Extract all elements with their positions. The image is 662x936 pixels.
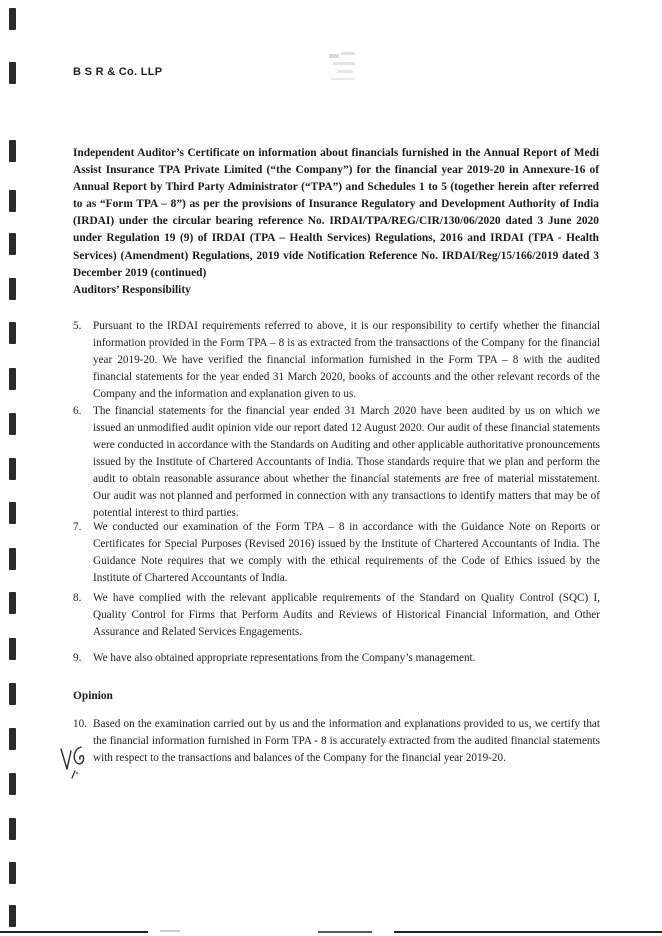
paragraph-8 [73,590,600,641]
paragraph-number: 6. [73,405,82,417]
paragraph-text: The financial statements for the financial year ended 31 March 2020 have been audited by us on which we issued an unmodified audit opinion vide our report dated 12 August 2020. Our audit of these financial statements were conducted in accordance with the Standards on Auditing and other applicable authoritative pronouncements issued by the Institute of Chartered Accountants of India. Those standards require that we plan and perform the audit to obtain reasonable assurance about whether the financial statements are free of material misstatement. Our audit was not planned and performed in connection with any transactions to identify matters that may be of potential interest to third parties. [93,405,600,519]
paragraph-10 [73,716,600,767]
certificate-title: Independent Auditor’s Certificate on information about financials furnished in the Annual Report of Medi Assist Insurance TPA Private Limited (“the Company”) for the financial year 2019-20 in Annexure-16 of Annual Report by Third Party Administrator (“TPA”) and Schedules 1 to 5 (together herein after referred to as “Form TPA – 8”) as per the provisions of Insurance Regulatory and Development Authority of India (IRDAI) under the circular bearing reference No. IRDAI/TPA/REG/CIR/130/06/2020 dated 3 June 2020 under Regulation 19 (9) of IRDAI (TPA – Health Services) Regulations, 2016 and IRDAI (TPA - Health Services) (Amendment) Regulations, 2019 vide Notification Reference No. IRDAI/Reg/15/166/2019 dated 3 December 2019 (continued) [73,147,599,279]
paragraph-number: 10. [73,718,87,730]
paragraph-number: 5. [73,320,82,332]
paragraph-text: Pursuant to the IRDAI requirements referred to above, it is our responsibility to certify whether the financial information provided in the Form TPA – 8 is as extracted from the transactions of the Company for the financial year 2019-20. We have verified the financial information furnished in the Form TPA – 8 with the audited financial statements for the year ended 31 March 2020, books of accounts and the other relevant records of the Company and the information and explanation given to us. [93,320,600,400]
paragraph-9 [73,650,600,667]
paragraph-text: Based on the examination carried out by us and the information and explanations provided to us, we certify that the financial information furnished in Form TPA - 8 is accurately extracted from the audited financial statements with respect to the transactions and balances of the Company for the financial year 2019-20. [93,718,600,764]
paragraph-text: We conducted our examination of the Form TPA – 8 in accordance with the Guidance Note on Reports or Certificates for Special Purposes (Revised 2016) issued by the Institute of Chartered Accountants of India. The Guidance Note requires that we comply with the ethical requirements of the Code of Ethics issued by the Institute of Chartered Accountants of India. [93,521,600,584]
bottom-edge-rule [0,928,662,936]
paragraph-number: 9. [73,652,82,664]
paragraph-5 [73,318,600,403]
section-heading-auditors-responsibility: Auditors’ Responsibility [73,284,191,296]
firm-name: B S R & Co. LLP [73,66,163,78]
paragraph-text: We have also obtained appropriate representations from the Company’s management. [93,652,476,664]
section-heading-opinion: Opinion [73,690,113,702]
paragraph-6 [73,403,600,522]
binder-holes [6,0,20,936]
paragraph-number: 7. [73,521,82,533]
paragraph-number: 8. [73,592,82,604]
faint-stamp-mark [323,48,369,88]
handwritten-initials-signature [58,743,90,781]
paragraph-text: We have complied with the relevant applicable requirements of the Standard on Quality Control (SQC) I, Quality Control for Firms that Perform Audits and Reviews of Historical Financial Information, and Other Assurance and Related Services Engagements. [93,592,600,638]
paragraph-7 [73,519,600,587]
